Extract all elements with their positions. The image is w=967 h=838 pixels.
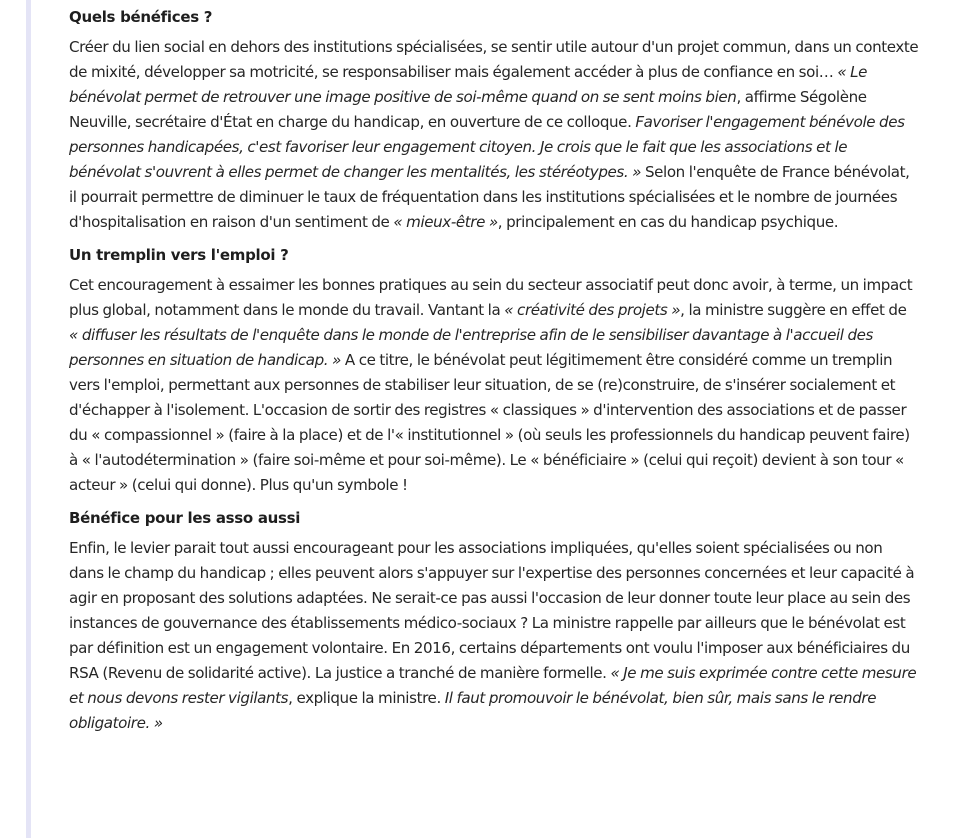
- text-run: , la ministre suggère en effet de: [680, 301, 907, 319]
- quote-run: « créativité des projets »: [504, 301, 681, 319]
- article-body: [69, 5, 919, 744]
- quote-side-bar: [26, 0, 31, 838]
- heading-associations: Bénéfice pour les asso aussi: [69, 509, 301, 527]
- paragraph-associations: [69, 536, 919, 736]
- heading-employment: Un tremplin vers l'emploi ?: [69, 246, 289, 264]
- text-run: , principalement en cas du handicap psychique.: [497, 213, 839, 231]
- text-run: , explique la ministre.: [288, 689, 445, 707]
- quote-run: « Le bénévolat permet de retrouver une image positive de soi-même quand on se sent moins bien: [69, 63, 868, 106]
- paragraph-benefits: [69, 35, 919, 235]
- text-run: Créer du lien social en dehors des institutions spécialisées, se sentir utile autour d'un projet commun, dans un contexte de mixité, développer sa motricité, se responsabiliser mais également accéder à plus de confiance en soi…: [69, 38, 919, 81]
- text-run: Enfin, le levier parait tout aussi encourageant pour les associations impliquées, qu'elles soient spécialisées ou non dans le champ du handicap ; elles peuvent alors s'appuyer sur l'expertise des personnes concernées et leur capacité à agir en proposant des solutions adaptées. Ne serait-ce pas aussi l'occasion de leur donner toute leur place au sein des instances de gouvernance des établissements médico-sociaux ? La ministre rappelle par ailleurs que le bénévolat est par définition est un engagement volontaire. En 2016, certains départements ont voulu l'imposer aux bénéficiaires du RSA (Revenu de solidarité active). La justice a tranché de manière formelle.: [69, 539, 915, 682]
- text-run: Selon l'enquête de France bénévolat, il pourrait permettre de diminuer le taux de fréquentation dans les institutions spécialisées et le nombre de journées d'hospitalisation en raison d'un sentiment de: [69, 163, 910, 231]
- text-run: , affirme Ségolène Neuville, secrétaire d'État en charge du handicap, en ouverture de ce colloque.: [69, 88, 867, 131]
- quote-run: Favoriser l'engagement bénévole des personnes handicapées, c'est favoriser leur engagement citoyen. Je crois que le fait que les associations et le bénévolat s'ouvrent à elles permet de changer les mentalités, les stéréotypes. »: [69, 113, 905, 181]
- quote-run: « mieux-être »: [393, 213, 498, 231]
- text-run: A ce titre, le bénévolat peut légitimement être considéré comme un tremplin vers l'emploi, permettant aux personnes de stabiliser leur situation, de se (re)construire, de s'insérer socialement et d'échapper à l'isolement. L'occasion de sortir des registres « classiques » d'intervention des associations et de passer du « compassionnel » (faire à la place) et de l'« institutionnel » (où seuls les professionnels du handicap peuvent faire) à « l'autodétermination » (faire soi-même et pour soi-même). Le « bénéficiaire » (celui qui reçoit) devient à son tour « acteur » (celui qui donne). Plus qu'un symbole !: [69, 351, 910, 494]
- quote-run: Il faut promouvoir le bénévolat, bien sûr, mais sans le rendre obligatoire. »: [69, 689, 877, 732]
- quote-run: « Je me suis exprimée contre cette mesure et nous devons rester vigilants: [69, 664, 917, 707]
- text-run: Cet encouragement à essaimer les bonnes pratiques au sein du secteur associatif peut donc avoir, à terme, un impact plus global, notamment dans le monde du travail. Vantant la: [69, 276, 913, 319]
- quote-run: « diffuser les résultats de l'enquête dans le monde de l'entreprise afin de le sensibiliser davantage à l'accueil des personnes en situation de handicap. »: [69, 326, 874, 369]
- paragraph-employment: [69, 273, 919, 498]
- heading-benefits: Quels bénéfices ?: [69, 8, 213, 26]
